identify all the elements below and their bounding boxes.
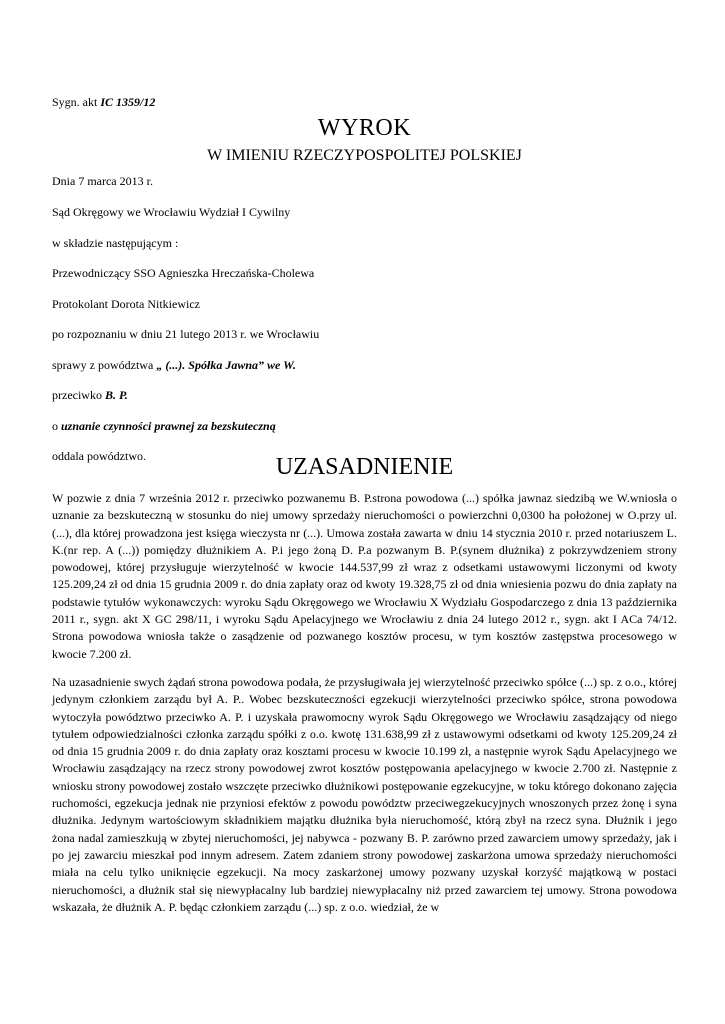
court-name: Sąd Okręgowy we Wrocławiu Wydział I Cywilny (52, 205, 291, 219)
case-line (52, 358, 296, 372)
signature-prefix: Sygn. akt (52, 95, 101, 109)
document-subtitle: W IMIENIU RZECZYPOSPOLITEJ POLSKIEJ (207, 147, 522, 164)
subject-line (52, 419, 276, 433)
justification-paragraph-1: W pozwie z dnia 7 września 2012 r. przeciwko pozwanemu B. P.strona powodowa (...) spółka jawnaz siedzibą we W.wniosła o uznanie za bezskuteczną w stosunku do niej umowy sprzedaży nieruchomości o powierzchni 0,0300 ha położonej w O.przy ul. (...), dla której prowadzona jest księga wieczysta nr (...). Umowa została zawarta w dniu 14 stycznia 2010 r. przed notariuszem L. K.(nr rep. A (...)) pomiędzy dłużnikiem A. P.i jego żoną D. P.a pozwanym B. P.(synem dłużnika) z pokrzywdzeniem strony powodowej, której przysługuje wierzytelność w kwocie 144.537,99 zł wraz z odsetkami ustawowymi liczonymi od kwoty 125.209,24 zł od dnia 15 grudnia 2009 r. do dnia zapłaty oraz od kwoty 19.328,75 zł od dnia wniesienia pozwu do dnia zapłaty na podstawie tytułów wykonawczych: wyroku Sądu Okręgowego we Wrocławiu X Wydziału Gospodarczego z dnia 13 października 2011 r., sygn. akt X GC 298/11, i wyroku Sądu Apelacyjnego we Wrocławiu z dnia 24 lutego 2012 r., sygn. akt I ACa 74/12. Strona powodowa wniosła także o zasądzenie od pozwanego kosztów procesu, w tym kosztów zastępstwa procesowego w kwocie 7.200 zł. (52, 491, 677, 661)
against-line (52, 388, 128, 402)
hearing-info: po rozpoznaniu w dniu 21 lutego 2013 r. we Wrocławiu (52, 327, 320, 341)
court-clerk: Protokolant Dorota Nitkiewicz (52, 297, 200, 311)
document-title: WYROK (317, 115, 412, 141)
verdict: oddala powództwo. (52, 449, 146, 463)
subject-prefix: o (52, 419, 61, 433)
case-signature (52, 95, 155, 109)
justification-heading: UZASADNIENIE (275, 454, 454, 480)
presiding-judge: Przewodniczący SSO Agnieszka Hreczańska-Cholewa (52, 266, 315, 280)
defendant-name: B. P. (104, 388, 128, 402)
against-prefix: przeciwko (52, 388, 105, 402)
judgment-date: Dnia 7 marca 2013 r. (52, 174, 153, 188)
case-prefix: sprawy z powództwa (52, 358, 157, 372)
composition-label: w składzie następującym : (52, 236, 179, 250)
plaintiff-name: „ (...). Spółka Jawna” we W. (156, 358, 296, 372)
justification-paragraph-2: Na uzasadnienie swych żądań strona powodowa podała, że przysługiwała jej wierzytelność przeciwko spółce (...) sp. z o.o., której jedynym członkiem zarządu był A. P.. Wobec bezskuteczności egzekucji wierzytelności przeciwko spółce, strona powodowa wytoczyła powództwo przeciwko A. P. i uzyskała prawomocny wyrok Sądu Okręgowego we Wrocławiu zasądzający od niego tytułem odpowiedzialności członka zarządu spółki z o.o. kwotę 131.638,99 zł z ustawowymi odsetkami od kwoty 125.209,24 zł od dnia 15 grudnia 2009 r. do dnia zapłaty oraz kosztami procesu w kwocie 10.199 zł, a następnie wyrok Sądu Apelacyjnego we Wrocławiu zasądzający na rzecz strony powodowej zwrot kosztów postępowania apelacyjnego w kwocie 2.700 zł. Następnie z wniosku strony powodowej zostało wszczęte przeciwko dłużnikowi postępowanie egzekucyjne, w toku którego dokonano zajęcia ruchomości, egzekucja jednak nie przyniosi efektów z powodu powództw przeciwegzekucyjnych wnoszonych przez żonę i syna dłużnika. Jedynym wartościowym składnikiem majątku dłużnika była nieruchomość, którą zbył na rzecz syna. Dłużnik i jego żona nadal zamieszkują w zbytej nieruchomości, jej nabywca - pozwany B. P. zarówno przed zawarciem umowy sprzedaży, jak i po jej zawarciu mieszkał pod innym adresem. Zatem zdaniem strony powodowej zaskarżona umowa sprzedaży nieruchomości miała na celu tylko uniknięcie egzekucji. Na mocy zaskarżonej umowy pozwany uzyskał korzyść majątkową w postaci nieruchomości, a dłużnik stał się niewypłacalny lub bardziej niewypłacalny niż przed zawarciem tej umowy. Strona powodowa wskazała, że dłużnik A. P. będąc członkiem zarządu (...) sp. z o.o. wiedział, że w (52, 675, 677, 914)
signature-number: IC 1359/12 (100, 95, 156, 109)
case-subject: uznanie czynności prawnej za bezskuteczną (61, 419, 276, 433)
